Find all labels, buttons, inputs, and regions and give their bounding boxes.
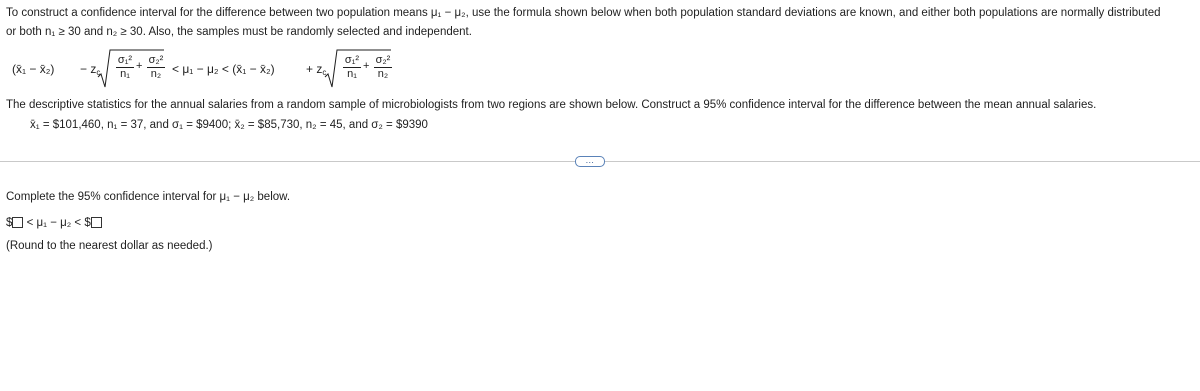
formula-minus-z: − $z_c$ <box>80 62 101 77</box>
problem-statement: The descriptive statistics for the annual salaries from a random sample of microbiologists from two regions are shown below. Construct a 95% confidence interval for the difference between the mean annual salaries. <box>6 99 1097 111</box>
fraction-sigma1-n1: $\frac{\text{σ₁²}}{\text{n₁}}$ <box>117 54 133 80</box>
intro-line-2: or both n₁ ≥ 30 and n₂ ≥ 30. Also, the samples must be randomly selected and independent. <box>6 26 472 38</box>
confidence-interval-formula <box>12 47 472 91</box>
fraction-sigma2-n2-right: $\frac{\text{σ₂²}}{\text{n₂}}$ <box>375 54 391 80</box>
intro-line-1: To construct a confidence interval for the difference between two population means μ₁ − μ₂, use the formula shown below when both population standard deviations are known, and either both populations are normally distributed <box>6 7 1161 19</box>
formula-middle: < μ₁ − μ₂ < (x̄₁ − x̄₂) <box>172 62 275 76</box>
problem-stats: x̄₁ = $101,460, n₁ = 37, and σ₁ = $9400; x̄₂ = $85,730, n₂ = 45, and σ₂ = $9390 <box>30 119 428 131</box>
fraction-sigma1-n1-right: $\frac{\text{σ₁²}}{\text{n₁}}$ <box>344 54 360 80</box>
more-options-button[interactable]: … <box>575 156 605 167</box>
round-note: (Round to the nearest dollar as needed.) <box>6 240 213 252</box>
formula-plus-left: + <box>136 60 143 72</box>
formula-lhs-mean-diff: (x̄₁ − x̄₂) <box>12 62 55 76</box>
formula-plus-z: + $z_c$ <box>306 62 327 77</box>
lower-bound-input[interactable] <box>12 217 23 228</box>
formula-plus-right: + <box>363 60 370 72</box>
answer-row <box>6 216 102 230</box>
dollar-sign-1: $ <box>6 217 13 229</box>
question-prompt: Complete the 95% confidence interval for μ₁ − μ₂ below. <box>6 191 291 203</box>
answer-middle-text: < μ₁ − μ₂ < $ <box>26 217 91 229</box>
fraction-sigma2-n2: $\frac{\text{σ₂²}}{\text{n₂}}$ <box>148 54 164 80</box>
upper-bound-input[interactable] <box>91 217 102 228</box>
